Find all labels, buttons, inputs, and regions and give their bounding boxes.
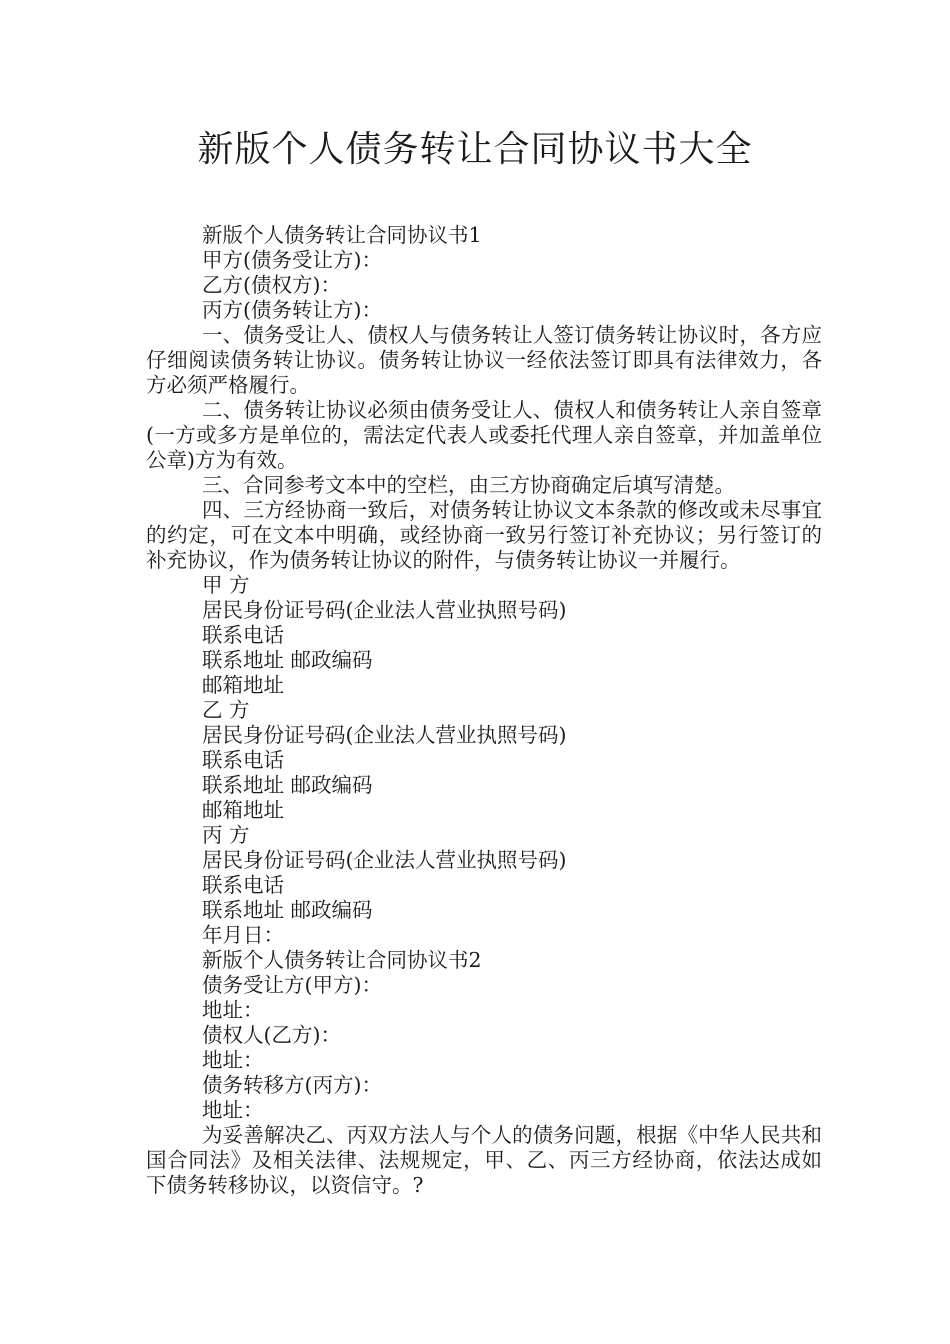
agreement1-clause-2: 二、债务转让协议必须由债务受让人、债权人和债务转让人亲自签章(一方或多方是单位的，需法定代表人或委托代理人亲自签章，并加盖单位公章)方为有效。 (146, 398, 822, 472)
sign-b-label: 乙 方 (202, 698, 250, 722)
agreement1-party-b: 乙方(债权方)： (202, 273, 341, 297)
agreement1-clause-4: 四、三方经协商一致后，对债务转让协议文本条款的修改或未尽事宜的约定，可在文本中明确，或经协商一致另行签订补充协议；另行签订的补充协议，作为债务转让协议的附件，与债务转让协议一并履行。 (146, 498, 822, 572)
document-body (146, 223, 822, 1198)
sign-b-phone: 联系电话 (202, 748, 284, 772)
agreement1-heading: 新版个人债务转让合同协议书1 (202, 223, 482, 247)
agreement1-party-c: 丙方(债务转让方)： (202, 298, 382, 322)
agreement1-clause-3: 三、合同参考文本中的空栏，由三方协商确定后填写清楚。 (202, 473, 735, 497)
sign-b-id-number: 居民身份证号码(企业法人营业执照号码) (202, 723, 567, 747)
sign-c-phone: 联系电话 (202, 873, 284, 897)
sign-b-address-post: 联系地址 邮政编码 (202, 773, 373, 797)
sign-b-email: 邮箱地址 (202, 798, 284, 822)
sign-c-label: 丙 方 (202, 823, 250, 847)
agreement2-party-c-address: 地址： (202, 1098, 264, 1122)
sign-a-phone: 联系电话 (202, 623, 284, 647)
agreement1-party-a: 甲方(债务受让方)： (202, 248, 382, 272)
agreement2-party-a-address: 地址： (202, 998, 264, 1022)
agreement2-preamble: 为妥善解决乙、丙双方法人与个人的债务问题，根据《中华人民共和国合同法》及相关法律、法规规定，甲、乙、丙三方经协商，依法达成如下债务转移协议，以资信守。? (146, 1123, 822, 1197)
agreement2-heading: 新版个人债务转让合同协议书2 (202, 948, 482, 972)
agreement2-party-a: 债务受让方(甲方)： (202, 973, 382, 997)
sign-a-address-post: 联系地址 邮政编码 (202, 648, 373, 672)
agreement1-clause-1: 一、债务受让人、债权人与债务转让人签订债务转让协议时，各方应仔细阅读债务转让协议。债务转让协议一经依法签订即具有法律效力，各方必须严格履行。 (146, 323, 822, 397)
agreement1-date: 年月日： (202, 923, 284, 947)
sign-a-label: 甲 方 (202, 573, 250, 597)
agreement2-party-c: 债务转移方(丙方)： (202, 1073, 382, 1097)
agreement2-party-b-address: 地址： (202, 1048, 264, 1072)
sign-c-address-post: 联系地址 邮政编码 (202, 898, 373, 922)
sign-c-id-number: 居民身份证号码(企业法人营业执照号码) (202, 848, 567, 872)
sign-a-id-number: 居民身份证号码(企业法人营业执照号码) (202, 598, 567, 622)
document-title: 新版个人债务转让合同协议书大全 (197, 129, 753, 170)
agreement2-party-b: 债权人(乙方)： (202, 1023, 341, 1047)
sign-a-email: 邮箱地址 (202, 673, 284, 697)
